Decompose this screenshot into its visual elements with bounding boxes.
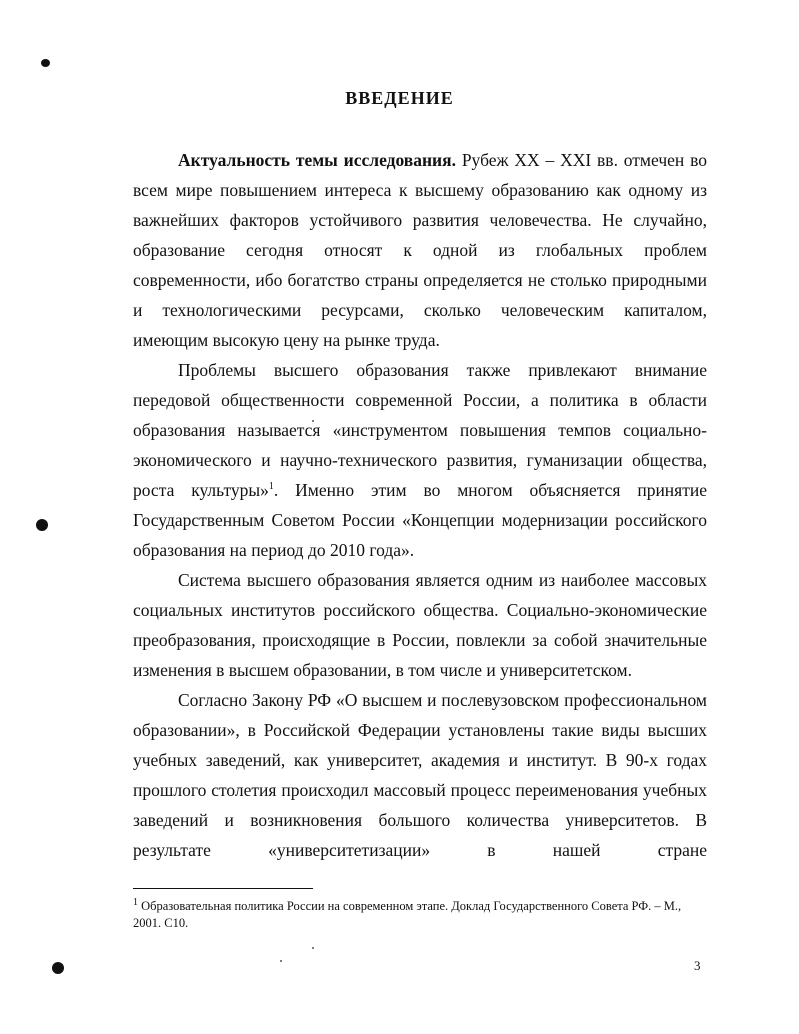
- paragraph: Согласно Закону РФ «О высшем и послевузовском профессиональном образовании», в Российской Федерации установлены такие виды высших учебных заведений, как университет, академия и институт. В 90-х годах прошлого столетия происходил массовый процесс переименования учебных заведений и возникновения большого количества университетов. В результате «университетизации» в нашей стране: [133, 690, 707, 860]
- footnote-mark: 1: [133, 896, 138, 908]
- paragraph: [133, 145, 707, 355]
- scan-speck: [280, 960, 282, 962]
- paragraph-text: Рубеж XX – XXI вв. отмечен во всем мире повышением интереса к высшему образованию как одному из важнейших факторов устойчивого развития человечества. Не случайно, образование сегодня относят к одной из глобальных проблем современности, ибо богатство страны определяется не столько природными и технологическими ресурсами, сколько человеческим капиталом, имеющим высокую цену на рынке труда.: [133, 150, 707, 350]
- main-text: [133, 145, 707, 865]
- footnote-divider: [133, 888, 313, 889]
- footnote-reference: 1: [268, 481, 274, 493]
- scan-speck: [52, 962, 64, 974]
- scan-speck: [312, 947, 314, 949]
- page-title: ВВЕДЕНИЕ: [345, 88, 454, 108]
- scan-speck: [36, 519, 48, 531]
- page-number: 3: [694, 958, 701, 973]
- footnote-text: Образовательная политика России на современном этапе. Доклад Государственного Совета РФ. – М., 2001. С10.: [133, 899, 682, 930]
- paragraph-lead: Актуальность темы исследования.: [178, 150, 456, 170]
- paragraph: [133, 355, 707, 565]
- paragraph-text: Проблемы высшего образования также привлекают внимание передовой общественности современной России, а политика в области образования называется «инструментом повышения темпов социально-экономического и научно-технического развития, гуманизации общества, роста культуры»: [133, 360, 707, 500]
- paragraph-text: . Именно этим во многом объясняется принятие Государственным Советом России «Концепции модернизации российского образования на период до 2010 года».: [133, 480, 707, 560]
- paragraph: Система высшего образования является одним из наиболее массовых социальных институтов российского общества. Социально-экономические преобразования, происходящие в России, повлекли за собой значительные изменения в высшем образовании, в том числе и университетском.: [133, 570, 707, 680]
- scan-speck: [41, 59, 50, 67]
- footnote: [133, 898, 707, 932]
